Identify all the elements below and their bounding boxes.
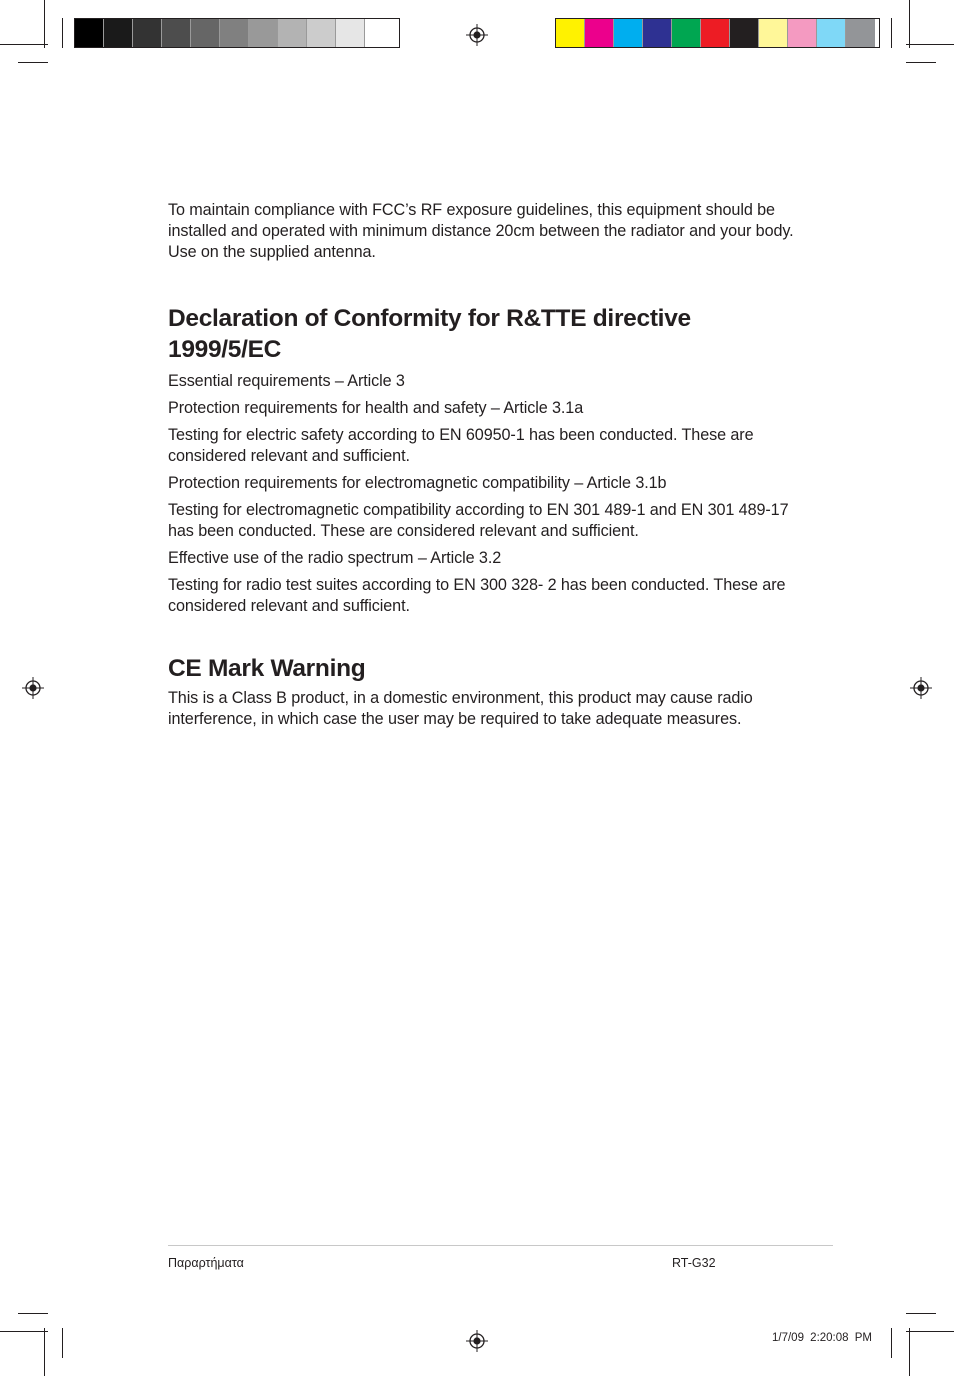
declaration-item: Testing for electric safety according to EN 60950-1 has been conducted. These are considered relevant and sufficient. <box>168 426 754 465</box>
color-swatch <box>278 19 307 47</box>
crop-mark <box>62 1328 63 1358</box>
page-content <box>168 200 798 736</box>
color-swatch <box>365 19 394 47</box>
declaration-item: Protection requirements for health and safety – Article 3.1a <box>168 399 584 417</box>
crop-mark <box>0 44 48 45</box>
crop-mark <box>44 1328 45 1376</box>
color-swatch <box>104 19 133 47</box>
footer-section-label: Παραρτήματα <box>168 1256 244 1270</box>
declaration-item: Essential requirements – Article 3 <box>168 372 405 390</box>
footer-model-label: RT-G32 <box>672 1256 716 1270</box>
color-swatch <box>730 19 759 47</box>
declaration-item: Protection requirements for electromagnetic compatibility – Article 3.1b <box>168 474 667 492</box>
declaration-item: Testing for radio test suites according to EN 300 328- 2 has been conducted. These are considered relevant and sufficient. <box>168 576 786 615</box>
crop-mark <box>906 62 936 63</box>
color-swatch <box>672 19 701 47</box>
registration-mark-icon <box>466 24 488 46</box>
color-swatch <box>556 19 585 47</box>
color-swatch <box>220 19 249 47</box>
color-swatch <box>788 19 817 47</box>
process-color-bar <box>555 18 880 48</box>
color-swatch <box>585 19 614 47</box>
color-swatch <box>336 19 365 47</box>
color-swatch <box>191 19 220 47</box>
print-timestamp: 1/7/09 2:20:08 PM <box>772 1332 872 1344</box>
color-swatch <box>162 19 191 47</box>
color-swatch <box>759 19 788 47</box>
color-swatch <box>249 19 278 47</box>
crop-mark <box>18 1313 48 1314</box>
crop-mark <box>891 18 892 48</box>
crop-mark <box>909 1328 910 1376</box>
color-swatch <box>643 19 672 47</box>
declaration-item: Effective use of the radio spectrum – Article 3.2 <box>168 549 502 567</box>
fcc-exposure-paragraph: To maintain compliance with FCC’s RF exposure guidelines, this equipment should be installed and operated with minimum distance 20cm between the radiator and your body. Use on the supplied antenna. <box>168 201 794 261</box>
crop-mark <box>906 1313 936 1314</box>
color-swatch <box>75 19 104 47</box>
registration-mark-icon <box>910 677 932 699</box>
declaration-item: Testing for electromagnetic compatibility according to EN 301 489-1 and EN 301 489-17 has been conducted. These are considered relevant and sufficient. <box>168 501 789 540</box>
footer-divider <box>168 1245 833 1246</box>
registration-mark-icon <box>22 677 44 699</box>
crop-mark <box>44 0 45 48</box>
crop-mark <box>906 1331 954 1332</box>
color-swatch <box>307 19 336 47</box>
crop-mark <box>891 1328 892 1358</box>
grayscale-color-bar <box>74 18 400 48</box>
color-swatch <box>614 19 643 47</box>
crop-mark <box>62 18 63 48</box>
color-swatch <box>846 19 875 47</box>
color-swatch <box>133 19 162 47</box>
declaration-heading: Declaration of Conformity for R&TTE directive 1999/5/EC <box>168 305 691 363</box>
color-swatch <box>817 19 846 47</box>
crop-mark <box>906 44 954 45</box>
crop-mark <box>18 62 48 63</box>
crop-mark <box>909 0 910 48</box>
crop-mark <box>0 1331 48 1332</box>
registration-mark-icon <box>466 1330 488 1352</box>
ce-warning-heading: CE Mark Warning <box>168 655 366 682</box>
ce-warning-text: This is a Class B product, in a domestic environment, this product may cause radio interference, in which case the user may be required to take adequate measures. <box>168 689 753 728</box>
color-swatch <box>701 19 730 47</box>
